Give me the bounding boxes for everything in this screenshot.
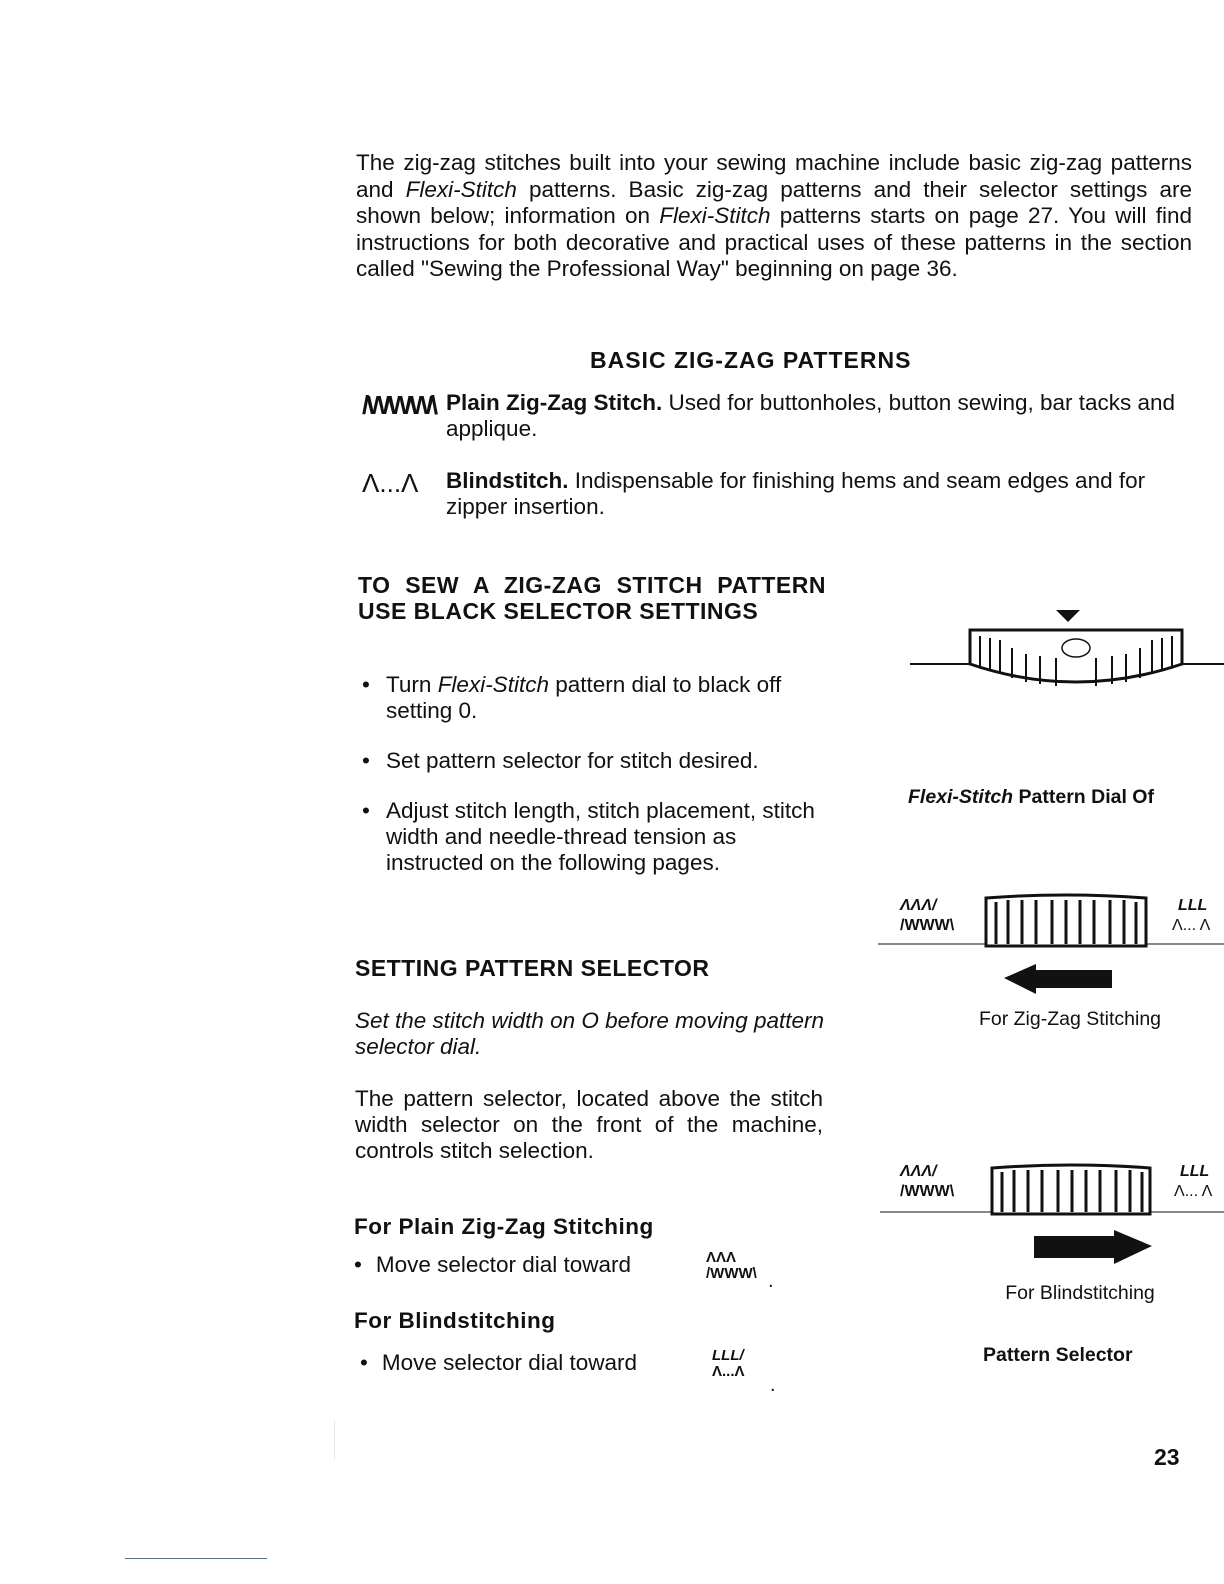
plain-zigzag-subheading: For Plain Zig-Zag Stitching [354, 1214, 654, 1239]
sew-zigzag-heading: TO SEW A ZIG-ZAG STITCH PATTERN USE BLACK SELECTOR SETTINGS [358, 572, 826, 624]
intro-text-2: patterns. Basic zig-zag patterns and their selector settings are shown below; information on [356, 176, 1192, 228]
intro-paragraph [356, 150, 1192, 283]
pattern-name: Blindstitch. [446, 468, 569, 493]
flexi-dial-caption: Flexi-Stitch Pattern Dial Of [908, 786, 1154, 808]
divider [334, 1420, 335, 1460]
zigzag-symbol-icon: /WWW\ [362, 390, 436, 420]
blindstitch-dial-symbol-icon: LLL Λ... Λ [1172, 897, 1211, 934]
list-item: • Adjust stitch length, stitch placement, stitch width and needle-thread tension as instructed on the following pages. [358, 798, 828, 876]
blindstitch-symbol-icon: Λ...Λ [362, 468, 419, 498]
setting-note: Set the stitch width on O before moving pattern selector dial. [355, 1008, 825, 1059]
setting-body: The pattern selector, located above the stitch width selector on the front of the machine, controls stitch selection. [355, 1086, 823, 1163]
page-number: 23 [1154, 1444, 1180, 1470]
blindstitch-dial-symbol-icon-2: LLL Λ... Λ [1174, 1163, 1213, 1200]
blind-move-instruction: • Move selector dial toward [360, 1350, 638, 1375]
pattern-name: Plain Zig-Zag Stitch. [446, 390, 663, 415]
blindstitch-selector-symbol-icon: LLL/ Λ...Λ [712, 1347, 745, 1380]
pattern-plain-zigzag [356, 390, 1194, 442]
flexi-stitch-dial-figure [900, 600, 1224, 700]
pattern-selector-caption: Pattern Selector [983, 1344, 1133, 1366]
arrow-right-icon [1034, 1230, 1152, 1264]
list-item: • Set pattern selector for stitch desired. [358, 748, 828, 774]
pattern-blindstitch [356, 468, 1194, 520]
intro-flexi-term-1: Flexi-Stitch [405, 176, 517, 202]
pattern-description: Used for buttonholes, button sewing, bar tacks and applique. [446, 390, 1176, 441]
blindstitch-subheading: For Blindstitching [354, 1308, 556, 1333]
zigzag-selector-symbol-icon: ΛΛΛ /WWW\ [706, 1249, 757, 1282]
zigzag-stitching-caption: For Zig-Zag Stitching [978, 1008, 1162, 1030]
arrow-left-icon [1004, 964, 1112, 994]
intro-text-3: patterns starts on page 27. You will find instructions for both decorative and practical uses of these patterns in the section called "Sewing the Professional Way" beginning on page 36. [356, 203, 1192, 281]
instruction-list [358, 672, 828, 900]
indicator-arrow-icon [1056, 610, 1080, 622]
basic-patterns-heading: BASIC ZIG-ZAG PATTERNS [590, 347, 912, 373]
divider [125, 1558, 267, 1559]
intro-text-1: The zig-zag stitches built into your sewing machine include basic zig-zag patterns and [356, 150, 1192, 202]
blindstitching-caption: For Blindstitching [1005, 1282, 1155, 1304]
setting-selector-heading: SETTING PATTERN SELECTOR [355, 955, 710, 981]
pattern-description: Indispensable for finishing hems and seam edges and for zipper insertion. [446, 468, 1146, 519]
zigzag-dial-symbol-icon-2: ΛΛΛ/ /WWW\ [900, 1163, 955, 1200]
intro-flexi-term-2: Flexi-Stitch [659, 203, 771, 228]
zigzag-dial-symbol-icon: ΛΛΛ/ /WWW\ [900, 897, 955, 934]
list-item: • Turn Flexi-Stitch pattern dial to black off setting 0. [358, 672, 828, 724]
plain-move-instruction: • Move selector dial toward [354, 1252, 632, 1277]
